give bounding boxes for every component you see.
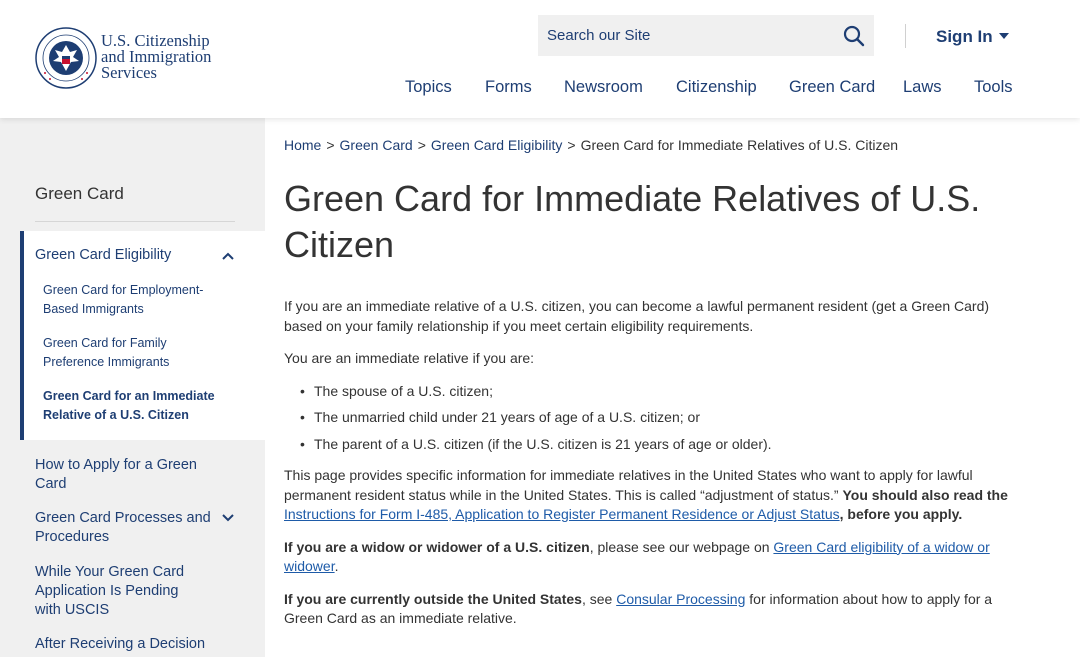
sidebar-item-processes-line-1: Green Card Processes and [35,510,211,526]
sign-in-label: Sign In [936,27,993,46]
sidebar-subitem-immediate-line-2: Relative of a U.S. Citizen [43,408,189,422]
sidebar-subitem-employment-line-1: Green Card for Employment- [43,283,204,297]
sidebar-subitem-family-line-1: Green Card for Family [43,336,167,350]
sidebar-item-pending-line-1: While Your Green Card [35,564,185,580]
sidebar-item-after-decision-line-1: After Receiving a Decision [35,636,206,652]
widow-paragraph [284,538,1019,577]
main-nav [0,78,1080,98]
nav-laws[interactable]: Laws [903,78,942,96]
sidebar-item-pending-line-3: with USCIS [35,602,110,618]
immediate-relative-intro: You are an immediate relative if you are: [284,350,535,366]
outside-us-text: , see [581,590,613,607]
search-input[interactable] [538,15,828,56]
outside-us-end: for information about how to apply for a Green Card as an immediate relative. [284,590,993,626]
adjustment-paragraph [284,466,1019,525]
widow-bold-text: If you are a widow or widower of a U.S. citizen [284,538,590,555]
nav-citizenship[interactable]: Citizenship [676,78,757,96]
breadcrumb-green-card-eligibility[interactable]: Green Card Eligibility [430,137,563,153]
breadcrumb-home[interactable]: Home [284,137,322,153]
sidebar-item-green-card-eligibility[interactable]: Green Card Eligibility [35,247,172,263]
page-title: Green Card for Immediate Relatives of U.S. Citizen [284,178,981,265]
agency-name-line-1: U.S. Citizenship [101,31,210,50]
sidebar-item-pending-line-2: Application Is Pending [35,583,179,599]
sidebar-divider [35,221,235,222]
adjustment-text: This page provides specific information for immediate relatives in the United States who want to apply for lawful permanent resident status while in the United States. This is called “adjustment of status.” [284,467,973,503]
agency-name-line-2: and Immigration [101,47,212,66]
site-header [0,0,1080,118]
breadcrumb-separator: > [567,137,576,153]
sidebar-item-pending[interactable] [35,563,184,620]
sidebar-subitem-family-preference[interactable] [43,334,169,372]
sidebar-item-processes[interactable] [35,509,211,547]
chevron-down-icon[interactable] [222,512,234,524]
list-item: • The parent of a U.S. citizen (if the U.S. citizen is 21 years of age or older). [300,435,1019,455]
adjustment-bold-end: , before you apply. [839,506,963,522]
header-divider [905,24,906,48]
sidebar-subitem-immediate-line-1: Green Card for an Immediate [43,389,215,403]
eligibility-list [300,382,1019,455]
breadcrumb-separator: > [326,137,335,153]
widow-end: . [334,558,339,574]
sidebar-subitem-employment-line-2: Based Immigrants [43,302,144,316]
sidebar-subitem-immediate-relative[interactable] [43,387,215,425]
agency-name[interactable] [101,33,211,81]
sidebar-title: Green Card [35,184,124,203]
breadcrumb-current: Green Card for Immediate Relatives of U.S. Citizen [580,137,899,153]
breadcrumb [284,137,898,153]
main-content [284,297,1019,642]
form-i485-instructions-link[interactable]: Instructions for Form I-485, Application to Register Permanent Residence or Adjust Status [284,506,840,522]
sidebar-item-how-to-apply[interactable] [35,456,197,494]
sidebar-subitem-employment[interactable] [43,281,203,319]
sidebar-subitem-family-line-2: Preference Immigrants [43,355,170,369]
sign-in-button[interactable] [936,27,1009,47]
outside-us-bold-text: If you are currently outside the United States [284,590,582,607]
breadcrumb-green-card[interactable]: Green Card [339,137,413,153]
nav-green-card[interactable]: Green Card [789,78,876,96]
nav-topics[interactable]: Topics [405,78,452,96]
nav-newsroom[interactable]: Newsroom [564,78,643,96]
search-icon[interactable] [842,24,866,48]
caret-down-icon [999,33,1009,39]
sidebar-nav [0,118,265,657]
intro-paragraph: If you are an immediate relative of a U.S. citizen, you can become a lawful permanent resident (get a Green Card) based on your family relationship if you meet certain eligibility requirements. [284,298,990,334]
site-search [538,15,874,56]
widow-text: , please see our webpage on [589,538,770,555]
breadcrumb-separator: > [417,137,426,153]
sidebar-item-after-decision[interactable] [35,635,205,654]
list-item: • The spouse of a U.S. citizen; [300,382,1019,402]
agency-name-line-3: Services [101,63,157,82]
outside-us-paragraph [284,590,1019,629]
sidebar-item-how-to-apply-line-1: How to Apply for a Green [35,457,197,473]
nav-forms[interactable]: Forms [485,78,532,96]
adjustment-bold-text: You should also read the [842,486,1008,503]
sidebar-item-how-to-apply-line-2: Card [35,476,67,492]
chevron-up-icon[interactable] [222,250,234,262]
sidebar-item-processes-line-2: Procedures [35,529,110,545]
consular-processing-link[interactable]: Consular Processing [616,590,746,607]
list-item: • The unmarried child under 21 years of age of a U.S. citizen; or [300,408,1019,428]
widow-eligibility-link[interactable]: Green Card eligibility of a widow or widower [284,538,990,574]
nav-tools[interactable]: Tools [974,78,1013,96]
